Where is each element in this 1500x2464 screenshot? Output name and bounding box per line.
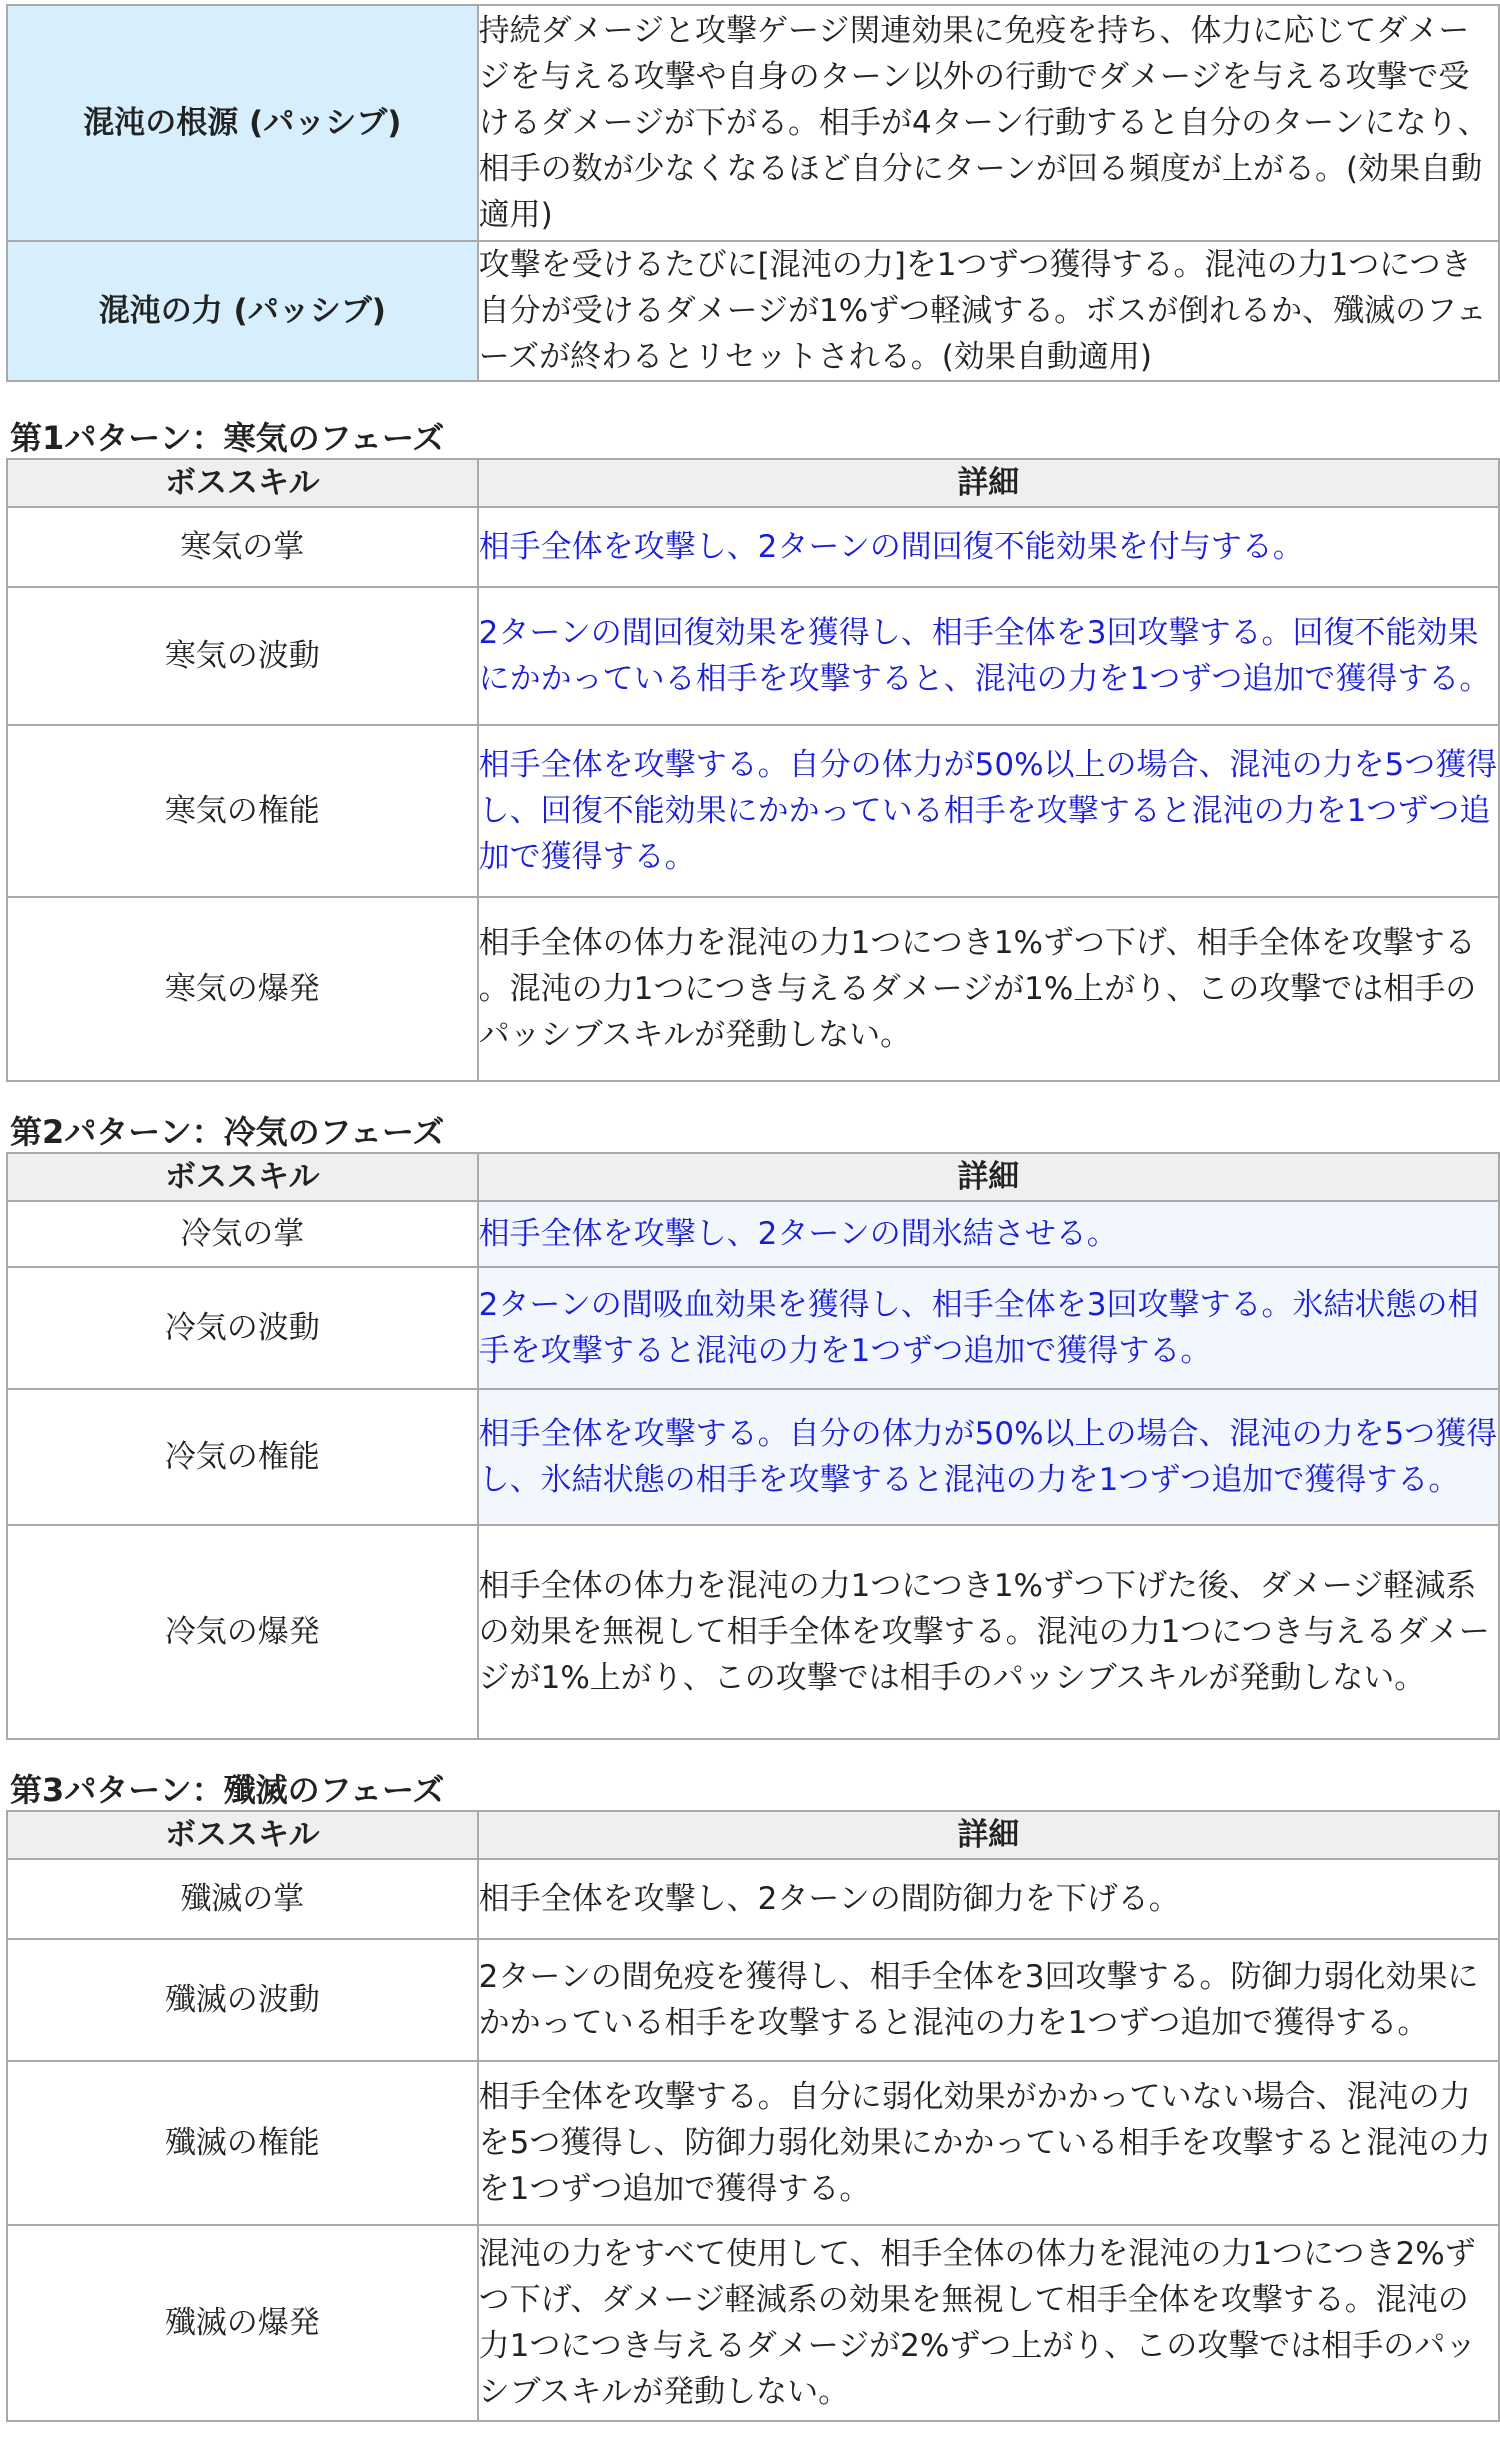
table-row [7,1201,1499,1267]
table-row [7,241,1499,381]
table-row [7,725,1499,897]
table-row [7,587,1499,725]
column-header-skill: ボススキル [7,1153,478,1201]
skill-description: 2ターンの間免疫を獲得し、相手全体を3回攻撃する。防御力弱化効果にかかっている相手を攻撃すると混沌の力を1つずつ追加で獲得する。 [478,1939,1499,2061]
table-header-row [7,1811,1499,1859]
phase-table [6,1152,1500,1740]
phase-table [6,1810,1500,2422]
skill-name: 殲滅の波動 [7,1939,478,2061]
page [0,4,1500,2422]
column-header-skill: ボススキル [7,459,478,507]
table-row [7,1525,1499,1739]
table-row [7,5,1499,241]
table-row [7,2225,1499,2421]
skill-description: 相手全体を攻撃し、2ターンの間氷結させる。 [478,1201,1499,1267]
table-row [7,1859,1499,1939]
skill-name: 寒気の掌 [7,507,478,587]
table-row [7,1267,1499,1389]
skill-name: 寒気の権能 [7,725,478,897]
skill-name: 冷気の掌 [7,1201,478,1267]
phase-title: 第2パターン：冷気のフェーズ [10,1113,445,1151]
passive-name: 混沌の力 (パッシブ) [7,241,478,381]
skill-name: 寒気の爆発 [7,897,478,1081]
phase-table [6,458,1500,1082]
phase-title: 第3パターン：殲滅のフェーズ [10,1771,445,1809]
table-header-row [7,459,1499,507]
table-row [7,1939,1499,2061]
passive-table [6,4,1500,382]
skill-name: 冷気の権能 [7,1389,478,1525]
column-header-skill: ボススキル [7,1811,478,1859]
skill-description: 相手全体を攻撃し、2ターンの間防御力を下げる。 [478,1859,1499,1939]
phase-title: 第1パターン：寒気のフェーズ [10,419,445,457]
skill-name: 殲滅の掌 [7,1859,478,1939]
passive-name: 混沌の根源 (パッシブ) [7,5,478,241]
skill-description: 2ターンの間回復効果を獲得し、相手全体を3回攻撃する。回復不能効果にかかっている相手を攻撃すると、混沌の力を1つずつ追加で獲得する。 [478,587,1499,725]
skill-description: 混沌の力をすべて使用して、相手全体の体力を混沌の力1つにつき2%ずつ下げ、ダメージ軽減系の効果を無視して相手全体を攻撃する。混沌の力1つにつき与えるダメージが2%ずつ上がり、この攻撃では相手のパッシブスキルが発動しない。 [478,2225,1499,2421]
skill-description: 相手全体を攻撃する。自分の体力が50%以上の場合、混沌の力を5つ獲得し、氷結状態の相手を攻撃すると混沌の力を1つずつ追加で獲得する。 [478,1389,1499,1525]
table-header-row [7,1153,1499,1201]
skill-name: 寒気の波動 [7,587,478,725]
skill-description: 相手全体の体力を混沌の力1つにつき1%ずつ下げ、相手全体を攻撃する。混沌の力1つにつき与えるダメージが1%上がり、この攻撃では相手のパッシブスキルが発動しない。 [478,897,1499,1081]
skill-description: 相手全体を攻撃する。自分に弱化効果がかかっていない場合、混沌の力を5つ獲得し、防御力弱化効果にかかっている相手を攻撃すると混沌の力を1つずつ追加で獲得する。 [478,2061,1499,2225]
skill-name: 冷気の波動 [7,1267,478,1389]
table-row [7,897,1499,1081]
passive-description: 攻撃を受けるたびに[混沌の力]を1つずつ獲得する。混沌の力1つにつき自分が受けるダメージが1%ずつ軽減する。ボスが倒れるか、殲滅のフェーズが終わるとリセットされる。(効果自動適用) [478,241,1499,381]
skill-name: 殲滅の権能 [7,2061,478,2225]
passive-description: 持続ダメージと攻撃ゲージ関連効果に免疫を持ち、体力に応じてダメージを与える攻撃や自身のターン以外の行動でダメージを与える攻撃で受けるダメージが下がる。相手が4ターン行動すると自分のターンになり、相手の数が少なくなるほど自分にターンが回る頻度が上がる。(効果自動適用) [478,5,1499,241]
skill-description: 相手全体を攻撃し、2ターンの間回復不能効果を付与する。 [478,507,1499,587]
skill-name: 殲滅の爆発 [7,2225,478,2421]
table-row [7,1389,1499,1525]
skill-description: 相手全体を攻撃する。自分の体力が50%以上の場合、混沌の力を5つ獲得し、回復不能効果にかかっている相手を攻撃すると混沌の力を1つずつ追加で獲得する。 [478,725,1499,897]
skill-description: 2ターンの間吸血効果を獲得し、相手全体を3回攻撃する。氷結状態の相手を攻撃すると混沌の力を1つずつ追加で獲得する。 [478,1267,1499,1389]
table-row [7,2061,1499,2225]
table-row [7,507,1499,587]
column-header-detail: 詳細 [478,1153,1499,1201]
skill-description: 相手全体の体力を混沌の力1つにつき1%ずつ下げた後、ダメージ軽減系の効果を無視して相手全体を攻撃する。混沌の力1つにつき与えるダメージが1%上がり、この攻撃では相手のパッシブスキルが発動しない。 [478,1525,1499,1739]
column-header-detail: 詳細 [478,1811,1499,1859]
skill-name: 冷気の爆発 [7,1525,478,1739]
column-header-detail: 詳細 [478,459,1499,507]
